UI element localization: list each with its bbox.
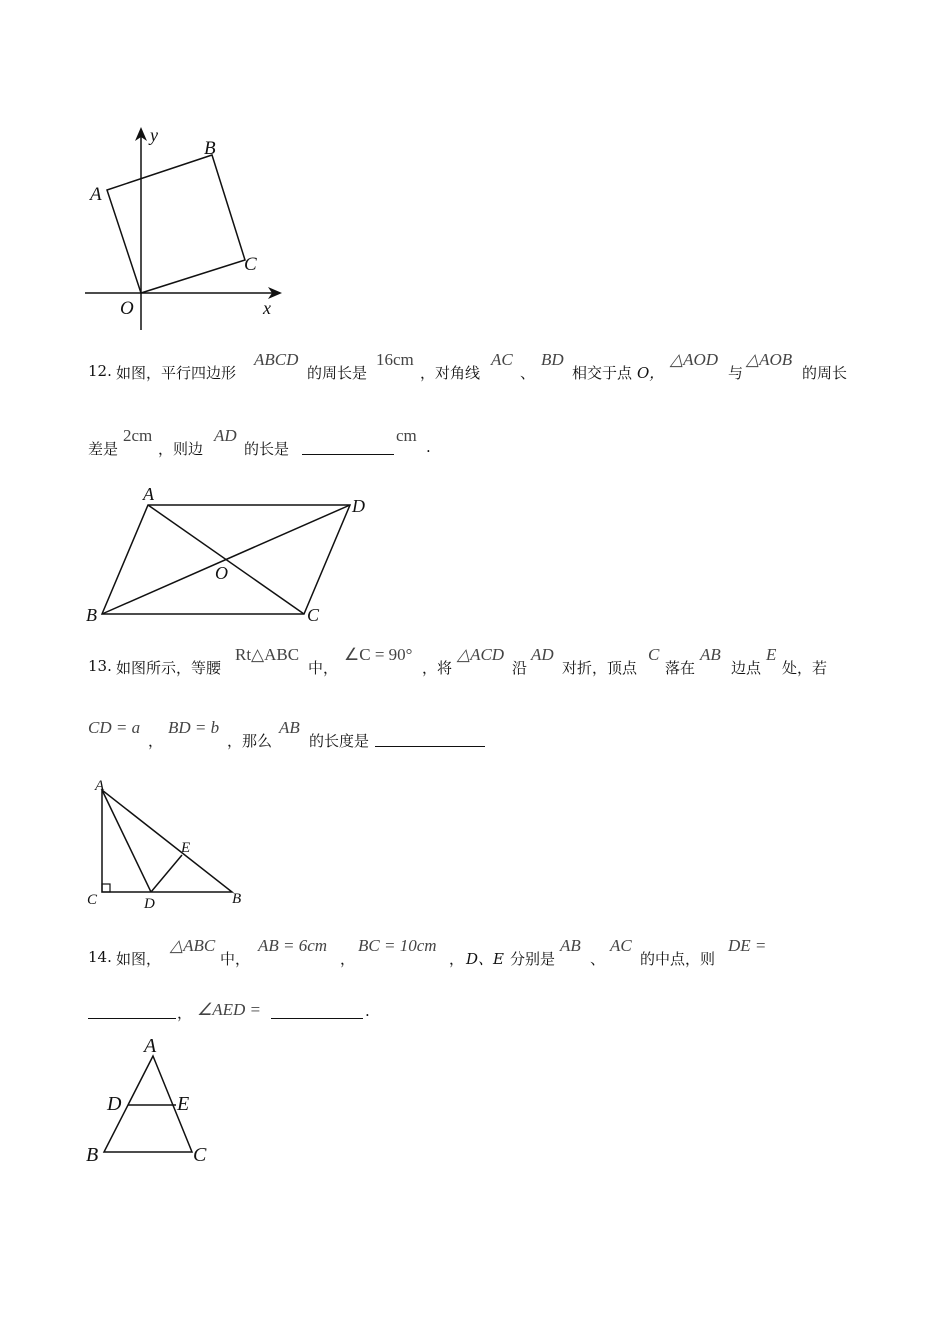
question-13-line-2 <box>0 718 950 758</box>
label-x: x <box>263 298 271 318</box>
q12-math-aod: △AOD <box>670 350 719 369</box>
q14-math-angle-aed: ∠AED = <box>197 1000 262 1019</box>
q12-text-10: 的长是 <box>244 440 290 458</box>
label-b: B <box>86 605 97 625</box>
segment-ad <box>102 790 151 892</box>
q14-text-3: ， <box>340 950 356 968</box>
q14-math-ac: AC <box>610 936 632 955</box>
label-a: A <box>90 184 102 205</box>
question-14-line-1 <box>0 936 950 976</box>
q12-text-3: ，对角线 <box>420 364 481 382</box>
q13-math-c: C <box>648 645 660 664</box>
diagonal-bd <box>102 505 350 614</box>
label-d: D <box>352 496 365 516</box>
q13-text-1: 如图所示，等腰 <box>116 659 222 677</box>
square-oabc <box>107 155 245 293</box>
q13-math-cd-a: CD = a <box>88 718 141 737</box>
q14-text-6: 分别是 <box>510 950 556 968</box>
q14-answer-blank-aed[interactable] <box>271 1004 363 1019</box>
q13-math-ab: AB <box>700 645 721 664</box>
q14-text-2: 中， <box>220 950 251 968</box>
q13-text-8: 处，若 <box>782 659 828 677</box>
q13-answer-blank[interactable] <box>375 732 485 747</box>
q12-text-7: 的周长 <box>802 364 848 382</box>
q14-number: 14. <box>88 948 112 966</box>
label-d: D <box>107 1093 122 1115</box>
q13-text-6: 落在 <box>665 659 696 677</box>
figure-triangle-midline <box>80 1030 230 1170</box>
triangle-abc <box>102 790 232 892</box>
q13-math-ab-2: AB <box>279 718 300 737</box>
q13-math-ad: AD <box>531 645 554 664</box>
q13-text-9: ， <box>148 732 164 750</box>
label-c: C <box>307 605 320 625</box>
q12-math-bd: BD <box>541 350 564 369</box>
q14-math-de: DE = <box>728 936 767 955</box>
q14-math-ab: AB <box>560 936 581 955</box>
q12-math-ad: AD <box>214 426 237 445</box>
q12-point-o: O， <box>637 364 665 382</box>
q12-text-4: 、 <box>520 364 536 382</box>
q13-text-11: 的长度是 <box>309 732 370 750</box>
q12-text-5: 相交于点 <box>572 364 633 382</box>
label-o: O <box>120 298 134 319</box>
q13-text-2: 中， <box>308 659 339 677</box>
q12-math-2cm: 2cm <box>123 426 153 445</box>
q13-number: 13. <box>88 657 112 675</box>
question-12-line-2 <box>0 426 950 466</box>
q14-text-7: 、 <box>590 950 606 968</box>
q12-math-abcd: ABCD <box>254 350 299 369</box>
q14-math-abc: △ABC <box>170 936 216 955</box>
q13-text-3: ，将 <box>422 659 453 677</box>
q12-math-cm: cm <box>396 426 417 445</box>
label-c: C <box>193 1144 207 1166</box>
label-e: E <box>181 840 191 856</box>
q14-text-9: ， <box>177 1004 193 1022</box>
label-d: D <box>144 896 155 912</box>
q14-text-8: 的中点，则 <box>640 950 716 968</box>
q13-text-7: 边点 <box>731 659 762 677</box>
q12-text-9: ，则边 <box>158 440 204 458</box>
q13-text-10: ，那么 <box>227 732 273 750</box>
q14-math-ab-6cm: AB = 6cm <box>258 936 328 955</box>
label-b: B <box>204 138 216 159</box>
q12-text-8: 差是 <box>88 440 119 458</box>
label-b: B <box>86 1144 99 1166</box>
right-angle-mark <box>102 884 110 892</box>
q14-text-de-points: D、E <box>466 950 504 968</box>
segment-de <box>151 855 182 892</box>
q14-text-10: . <box>365 1002 370 1020</box>
q12-text-1: 如图，平行四边形 <box>116 364 237 382</box>
label-o: O <box>215 563 228 583</box>
label-a: A <box>144 1035 157 1057</box>
label-y: y <box>150 125 158 145</box>
q12-math-aob: △AOB <box>746 350 793 369</box>
label-e: E <box>177 1093 190 1115</box>
q12-math-16cm: 16cm <box>376 350 414 369</box>
label-a: A <box>143 484 154 504</box>
figure-parallelogram <box>80 482 380 627</box>
question-13-line-1 <box>0 645 950 685</box>
q13-math-bd-b: BD = b <box>168 718 220 737</box>
q13-math-angle-c: ∠C = 90° <box>344 645 413 664</box>
q14-text-1: 如图， <box>116 950 162 968</box>
q13-text-5: 对折，顶点 <box>562 659 638 677</box>
q13-text-4: 沿 <box>512 659 528 677</box>
q12-text-11: . <box>426 438 431 456</box>
figure-square-coordinate <box>80 120 300 330</box>
q14-answer-blank-de[interactable] <box>88 1004 176 1019</box>
q13-math-e: E <box>766 645 777 664</box>
q12-answer-blank[interactable] <box>302 440 394 455</box>
question-12-line-1 <box>0 350 950 390</box>
label-c: C <box>87 892 98 908</box>
figure-right-triangle-fold <box>80 772 260 912</box>
q13-math-acd: △ACD <box>457 645 505 664</box>
q12-text-6: 与 <box>728 364 744 382</box>
q14-math-bc-10cm: BC = 10cm <box>358 936 437 955</box>
q12-math-ac: AC <box>491 350 513 369</box>
label-c: C <box>244 254 257 275</box>
q12-text-2: 的周长是 <box>307 364 368 382</box>
q14-text-4: ， <box>449 950 465 968</box>
q12-number: 12. <box>88 362 112 380</box>
label-a: A <box>95 778 105 794</box>
q13-math-rt-abc: Rt△ABC <box>235 645 300 664</box>
label-b: B <box>232 891 242 907</box>
